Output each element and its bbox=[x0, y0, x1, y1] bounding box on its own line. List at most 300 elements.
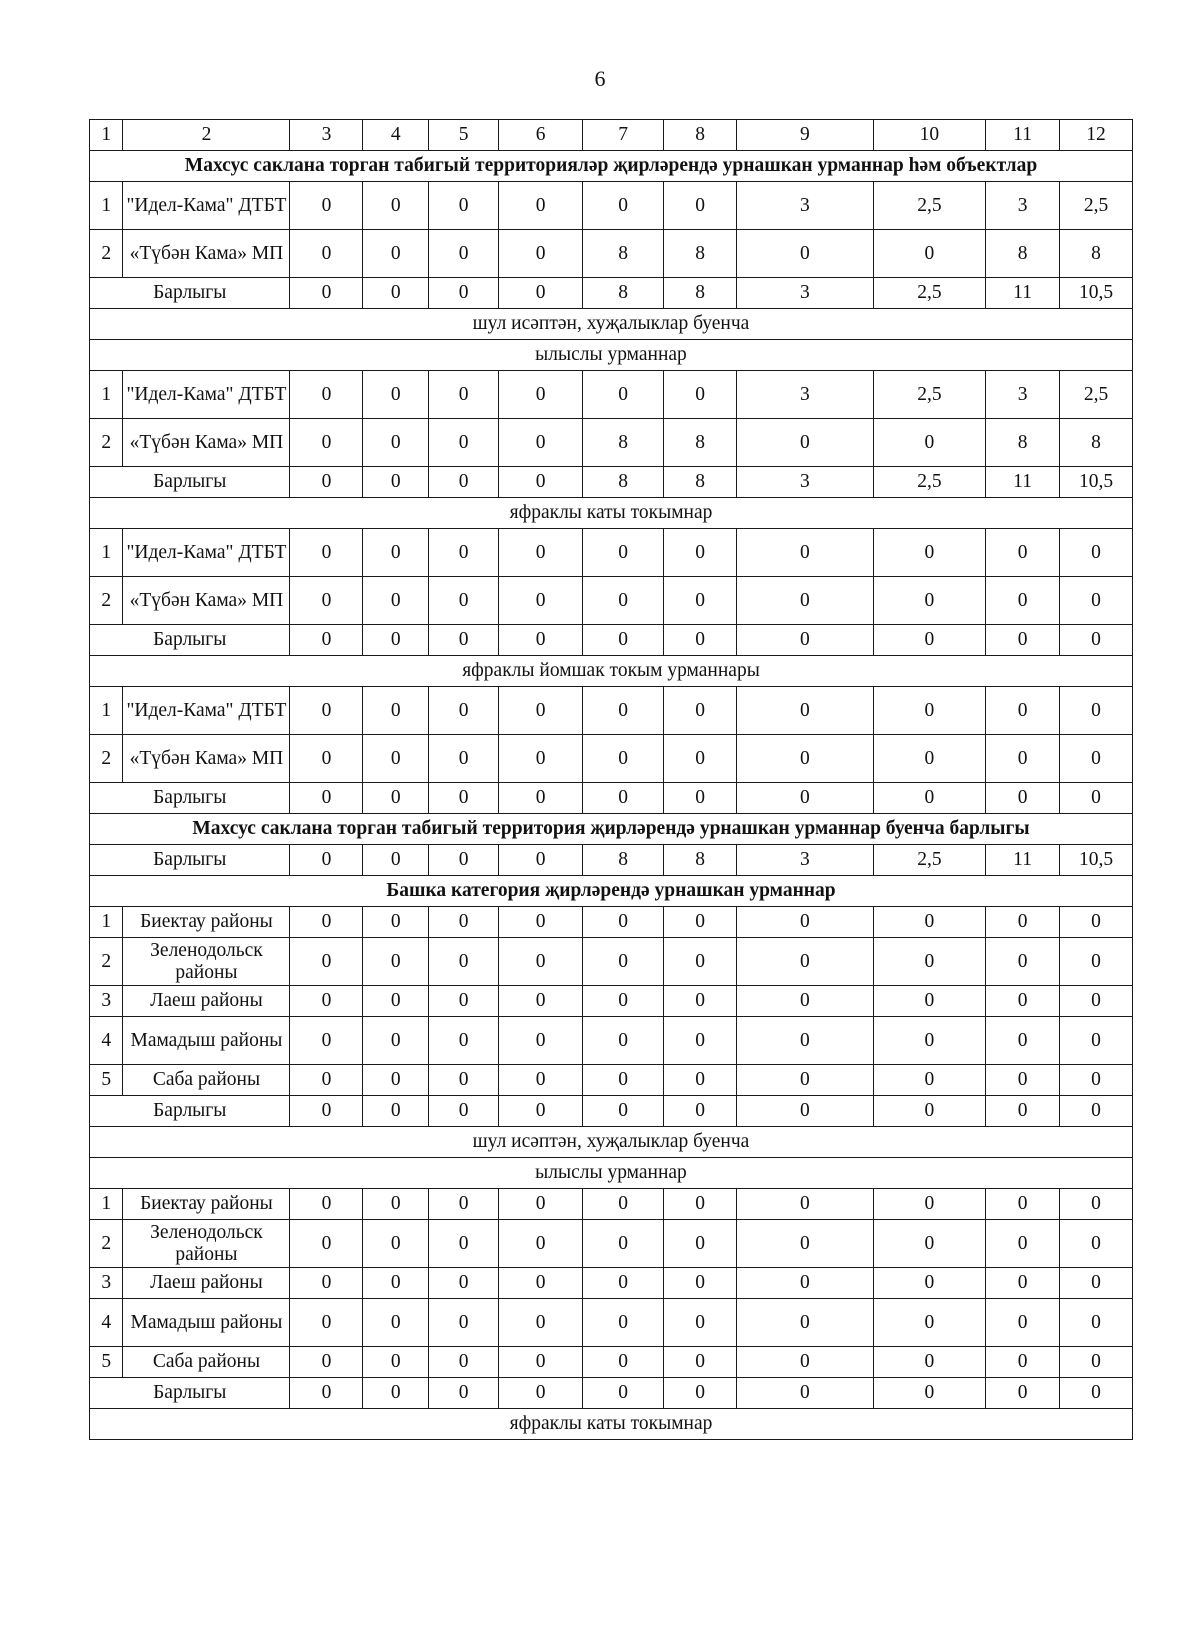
row-number: 4 bbox=[90, 1299, 123, 1347]
column-header: 12 bbox=[1060, 120, 1133, 151]
value-cell: 8 bbox=[986, 230, 1060, 278]
table-row bbox=[90, 1299, 1133, 1347]
value-cell: 0 bbox=[363, 577, 429, 625]
column-header: 2 bbox=[123, 120, 290, 151]
value-cell: 0 bbox=[363, 986, 429, 1017]
value-cell: 0 bbox=[583, 529, 664, 577]
value-cell: 0 bbox=[290, 1347, 363, 1378]
total-label: Барлыгы bbox=[90, 1378, 290, 1409]
value-cell: 0 bbox=[499, 182, 583, 230]
value-cell: 0 bbox=[986, 625, 1060, 656]
value-cell: 0 bbox=[290, 845, 363, 876]
total-label: Барлыгы bbox=[90, 1096, 290, 1127]
value-cell: 0 bbox=[986, 529, 1060, 577]
row-name: "Идел-Кама" ДТБТ bbox=[123, 182, 290, 230]
value-cell: 0 bbox=[429, 278, 499, 309]
value-cell: 0 bbox=[363, 278, 429, 309]
value-cell: 0 bbox=[363, 907, 429, 938]
value-cell: 0 bbox=[290, 938, 363, 986]
value-cell: 0 bbox=[290, 1096, 363, 1127]
value-cell: 0 bbox=[664, 371, 737, 419]
column-header: 10 bbox=[873, 120, 985, 151]
row-name: Саба районы bbox=[123, 1065, 290, 1096]
value-cell: 0 bbox=[583, 1220, 664, 1268]
row-name: Биектау районы bbox=[123, 907, 290, 938]
value-cell: 0 bbox=[290, 1378, 363, 1409]
value-cell: 0 bbox=[499, 1347, 583, 1378]
value-cell: 0 bbox=[499, 419, 583, 467]
column-header: 4 bbox=[363, 120, 429, 151]
value-cell: 0 bbox=[499, 278, 583, 309]
page-number: 6 bbox=[594, 66, 606, 91]
total-row bbox=[90, 783, 1133, 814]
value-cell: 0 bbox=[583, 577, 664, 625]
value-cell: 0 bbox=[986, 687, 1060, 735]
table-row bbox=[90, 1065, 1133, 1096]
value-cell: 8 bbox=[583, 278, 664, 309]
value-cell: 0 bbox=[290, 1299, 363, 1347]
value-cell: 0 bbox=[1060, 1347, 1133, 1378]
value-cell: 0 bbox=[583, 1347, 664, 1378]
value-cell: 0 bbox=[664, 735, 737, 783]
value-cell: 8 bbox=[583, 230, 664, 278]
value-cell: 0 bbox=[290, 687, 363, 735]
total-row bbox=[90, 1096, 1133, 1127]
row-number: 5 bbox=[90, 1065, 123, 1096]
value-cell: 0 bbox=[499, 1268, 583, 1299]
value-cell: 0 bbox=[737, 529, 874, 577]
value-cell: 0 bbox=[583, 1017, 664, 1065]
value-cell: 0 bbox=[873, 1268, 985, 1299]
value-cell: 0 bbox=[429, 1065, 499, 1096]
value-cell: 0 bbox=[499, 986, 583, 1017]
value-cell: 0 bbox=[290, 230, 363, 278]
value-cell: 0 bbox=[986, 1065, 1060, 1096]
value-cell: 0 bbox=[1060, 1065, 1133, 1096]
value-cell: 0 bbox=[986, 783, 1060, 814]
value-cell: 0 bbox=[363, 1268, 429, 1299]
value-cell: 0 bbox=[290, 986, 363, 1017]
value-cell: 2,5 bbox=[873, 182, 985, 230]
value-cell: 0 bbox=[873, 230, 985, 278]
value-cell: 0 bbox=[873, 529, 985, 577]
section-title: Башка категория җирләрендә урнашкан урманнар bbox=[90, 876, 1133, 907]
value-cell: 3 bbox=[737, 278, 874, 309]
value-cell: 3 bbox=[986, 182, 1060, 230]
value-cell: 8 bbox=[1060, 419, 1133, 467]
value-cell: 0 bbox=[737, 1096, 874, 1127]
value-cell: 0 bbox=[583, 182, 664, 230]
total-row bbox=[90, 1378, 1133, 1409]
value-cell: 0 bbox=[499, 1299, 583, 1347]
value-cell: 0 bbox=[290, 783, 363, 814]
value-cell: 0 bbox=[583, 1096, 664, 1127]
section-header-row bbox=[90, 1158, 1133, 1189]
value-cell: 8 bbox=[664, 419, 737, 467]
value-cell: 0 bbox=[499, 371, 583, 419]
row-number: 2 bbox=[90, 230, 123, 278]
row-name: Саба районы bbox=[123, 1347, 290, 1378]
value-cell: 0 bbox=[429, 625, 499, 656]
value-cell: 3 bbox=[737, 182, 874, 230]
column-number-row bbox=[90, 120, 1133, 151]
section-title: Махсус саклана торган табигый территория җирләрендә урнашкан урманнар буенча барлыгы bbox=[90, 814, 1133, 845]
value-cell: 0 bbox=[499, 577, 583, 625]
total-label: Барлыгы bbox=[90, 625, 290, 656]
value-cell: 0 bbox=[986, 1096, 1060, 1127]
value-cell: 0 bbox=[363, 735, 429, 783]
value-cell: 0 bbox=[583, 1065, 664, 1096]
value-cell: 0 bbox=[363, 1189, 429, 1220]
value-cell: 0 bbox=[737, 1299, 874, 1347]
value-cell: 0 bbox=[290, 577, 363, 625]
forest-data-table bbox=[89, 119, 1133, 1440]
value-cell: 0 bbox=[986, 1017, 1060, 1065]
value-cell: 0 bbox=[664, 1017, 737, 1065]
section-header-row bbox=[90, 1127, 1133, 1158]
value-cell: 0 bbox=[1060, 577, 1133, 625]
value-cell: 0 bbox=[1060, 1017, 1133, 1065]
value-cell: 8 bbox=[583, 845, 664, 876]
value-cell: 0 bbox=[429, 371, 499, 419]
row-name: Лаеш районы bbox=[123, 1268, 290, 1299]
section-header-row bbox=[90, 1409, 1133, 1440]
value-cell: 0 bbox=[1060, 938, 1133, 986]
value-cell: 0 bbox=[290, 907, 363, 938]
value-cell: 0 bbox=[1060, 907, 1133, 938]
value-cell: 0 bbox=[986, 1347, 1060, 1378]
value-cell: 0 bbox=[499, 529, 583, 577]
section-header-row bbox=[90, 656, 1133, 687]
row-number: 1 bbox=[90, 529, 123, 577]
value-cell: 0 bbox=[737, 735, 874, 783]
value-cell: 0 bbox=[1060, 1268, 1133, 1299]
value-cell: 0 bbox=[429, 1268, 499, 1299]
row-name: «Түбән Кама» МП bbox=[123, 230, 290, 278]
value-cell: 0 bbox=[363, 783, 429, 814]
value-cell: 0 bbox=[737, 1065, 874, 1096]
section-title: шул исәптән, хуҗалыклар буенча bbox=[90, 309, 1133, 340]
value-cell: 0 bbox=[363, 1220, 429, 1268]
value-cell: 0 bbox=[664, 1065, 737, 1096]
value-cell: 0 bbox=[290, 1065, 363, 1096]
section-header-row bbox=[90, 309, 1133, 340]
value-cell: 0 bbox=[583, 1268, 664, 1299]
value-cell: 0 bbox=[583, 938, 664, 986]
value-cell: 0 bbox=[583, 735, 664, 783]
value-cell: 0 bbox=[1060, 1299, 1133, 1347]
row-name: "Идел-Кама" ДТБТ bbox=[123, 529, 290, 577]
value-cell: 0 bbox=[873, 1220, 985, 1268]
column-header: 9 bbox=[737, 120, 874, 151]
value-cell: 0 bbox=[986, 1299, 1060, 1347]
value-cell: 0 bbox=[499, 1065, 583, 1096]
section-header-row bbox=[90, 151, 1133, 182]
value-cell: 0 bbox=[873, 1378, 985, 1409]
value-cell: 0 bbox=[499, 1378, 583, 1409]
value-cell: 0 bbox=[737, 1268, 874, 1299]
column-header: 1 bbox=[90, 120, 123, 151]
value-cell: 0 bbox=[499, 625, 583, 656]
value-cell: 0 bbox=[737, 1017, 874, 1065]
value-cell: 0 bbox=[429, 529, 499, 577]
value-cell: 0 bbox=[363, 230, 429, 278]
value-cell: 10,5 bbox=[1060, 278, 1133, 309]
row-name: «Түбән Кама» МП bbox=[123, 577, 290, 625]
value-cell: 0 bbox=[290, 735, 363, 783]
value-cell: 0 bbox=[986, 907, 1060, 938]
row-name: «Түбән Кама» МП bbox=[123, 735, 290, 783]
value-cell: 0 bbox=[873, 1299, 985, 1347]
total-label: Барлыгы bbox=[90, 845, 290, 876]
value-cell: 2,5 bbox=[873, 845, 985, 876]
value-cell: 0 bbox=[363, 1065, 429, 1096]
value-cell: 0 bbox=[664, 182, 737, 230]
row-number: 1 bbox=[90, 907, 123, 938]
value-cell: 0 bbox=[290, 182, 363, 230]
value-cell: 8 bbox=[583, 467, 664, 498]
value-cell: 0 bbox=[664, 986, 737, 1017]
value-cell: 0 bbox=[873, 907, 985, 938]
row-name: Зеленодольск районы bbox=[123, 938, 290, 986]
column-header: 5 bbox=[429, 120, 499, 151]
value-cell: 0 bbox=[499, 230, 583, 278]
value-cell: 0 bbox=[583, 907, 664, 938]
value-cell: 0 bbox=[583, 687, 664, 735]
value-cell: 0 bbox=[290, 371, 363, 419]
value-cell: 0 bbox=[429, 687, 499, 735]
value-cell: 10,5 bbox=[1060, 467, 1133, 498]
value-cell: 0 bbox=[499, 467, 583, 498]
table-body bbox=[90, 120, 1133, 1440]
row-number: 2 bbox=[90, 419, 123, 467]
value-cell: 0 bbox=[363, 625, 429, 656]
value-cell: 0 bbox=[363, 938, 429, 986]
value-cell: 0 bbox=[499, 1189, 583, 1220]
value-cell: 0 bbox=[986, 938, 1060, 986]
value-cell: 8 bbox=[664, 467, 737, 498]
value-cell: 0 bbox=[429, 1220, 499, 1268]
value-cell: 0 bbox=[873, 419, 985, 467]
row-name: Мамадыш районы bbox=[123, 1299, 290, 1347]
total-label: Барлыгы bbox=[90, 783, 290, 814]
row-name: "Идел-Кама" ДТБТ bbox=[123, 687, 290, 735]
value-cell: 0 bbox=[664, 1378, 737, 1409]
value-cell: 0 bbox=[737, 577, 874, 625]
value-cell: 0 bbox=[429, 735, 499, 783]
value-cell: 0 bbox=[873, 1347, 985, 1378]
table-row bbox=[90, 182, 1133, 230]
value-cell: 3 bbox=[986, 371, 1060, 419]
value-cell: 0 bbox=[737, 986, 874, 1017]
value-cell: 0 bbox=[429, 467, 499, 498]
value-cell: 0 bbox=[499, 1220, 583, 1268]
value-cell: 0 bbox=[664, 577, 737, 625]
row-number: 5 bbox=[90, 1347, 123, 1378]
value-cell: 0 bbox=[1060, 1096, 1133, 1127]
value-cell: 0 bbox=[1060, 687, 1133, 735]
value-cell: 11 bbox=[986, 278, 1060, 309]
value-cell: 0 bbox=[986, 735, 1060, 783]
section-title: ылыслы урманнар bbox=[90, 340, 1133, 371]
table-row bbox=[90, 1189, 1133, 1220]
column-header: 11 bbox=[986, 120, 1060, 151]
row-name: «Түбән Кама» МП bbox=[123, 419, 290, 467]
value-cell: 0 bbox=[429, 1378, 499, 1409]
value-cell: 0 bbox=[986, 577, 1060, 625]
table-row bbox=[90, 986, 1133, 1017]
section-title: яфраклы каты токымнар bbox=[90, 498, 1133, 529]
value-cell: 8 bbox=[664, 845, 737, 876]
value-cell: 0 bbox=[429, 182, 499, 230]
value-cell: 2,5 bbox=[873, 467, 985, 498]
value-cell: 0 bbox=[873, 1096, 985, 1127]
table-row bbox=[90, 938, 1133, 986]
row-number: 2 bbox=[90, 938, 123, 986]
row-name: "Идел-Кама" ДТБТ bbox=[123, 371, 290, 419]
value-cell: 0 bbox=[583, 986, 664, 1017]
value-cell: 0 bbox=[499, 735, 583, 783]
value-cell: 0 bbox=[737, 625, 874, 656]
value-cell: 0 bbox=[499, 1017, 583, 1065]
value-cell: 0 bbox=[363, 467, 429, 498]
section-title: яфраклы каты токымнар bbox=[90, 1409, 1133, 1440]
table-row bbox=[90, 419, 1133, 467]
value-cell: 2,5 bbox=[873, 371, 985, 419]
section-title: ылыслы урманнар bbox=[90, 1158, 1133, 1189]
value-cell: 0 bbox=[737, 687, 874, 735]
value-cell: 0 bbox=[363, 1017, 429, 1065]
value-cell: 0 bbox=[429, 230, 499, 278]
value-cell: 0 bbox=[363, 419, 429, 467]
value-cell: 0 bbox=[583, 371, 664, 419]
column-header: 7 bbox=[583, 120, 664, 151]
value-cell: 0 bbox=[290, 278, 363, 309]
value-cell: 0 bbox=[664, 1220, 737, 1268]
row-name: Биектау районы bbox=[123, 1189, 290, 1220]
section-header-row bbox=[90, 340, 1133, 371]
value-cell: 0 bbox=[664, 687, 737, 735]
value-cell: 0 bbox=[429, 783, 499, 814]
value-cell: 0 bbox=[664, 1299, 737, 1347]
value-cell: 0 bbox=[873, 938, 985, 986]
value-cell: 0 bbox=[583, 1299, 664, 1347]
row-number: 1 bbox=[90, 182, 123, 230]
value-cell: 0 bbox=[664, 1268, 737, 1299]
value-cell: 0 bbox=[737, 1220, 874, 1268]
value-cell: 0 bbox=[664, 625, 737, 656]
value-cell: 2,5 bbox=[873, 278, 985, 309]
row-name: Лаеш районы bbox=[123, 986, 290, 1017]
row-number: 2 bbox=[90, 735, 123, 783]
value-cell: 0 bbox=[1060, 735, 1133, 783]
row-number: 3 bbox=[90, 986, 123, 1017]
row-name: Мамадыш районы bbox=[123, 1017, 290, 1065]
section-header-row bbox=[90, 814, 1133, 845]
value-cell: 0 bbox=[737, 783, 874, 814]
value-cell: 0 bbox=[499, 938, 583, 986]
table-row bbox=[90, 735, 1133, 783]
value-cell: 0 bbox=[873, 1065, 985, 1096]
table-row bbox=[90, 907, 1133, 938]
value-cell: 8 bbox=[664, 230, 737, 278]
value-cell: 0 bbox=[664, 529, 737, 577]
table-row bbox=[90, 529, 1133, 577]
value-cell: 0 bbox=[363, 1096, 429, 1127]
value-cell: 8 bbox=[986, 419, 1060, 467]
row-number: 2 bbox=[90, 1220, 123, 1268]
value-cell: 0 bbox=[363, 371, 429, 419]
row-name: Зеленодольск районы bbox=[123, 1220, 290, 1268]
value-cell: 0 bbox=[873, 1017, 985, 1065]
value-cell: 0 bbox=[986, 1189, 1060, 1220]
value-cell: 0 bbox=[664, 907, 737, 938]
value-cell: 0 bbox=[583, 1378, 664, 1409]
table-row bbox=[90, 1347, 1133, 1378]
value-cell: 0 bbox=[429, 907, 499, 938]
value-cell: 0 bbox=[499, 1096, 583, 1127]
value-cell: 0 bbox=[583, 625, 664, 656]
value-cell: 0 bbox=[873, 1189, 985, 1220]
value-cell: 10,5 bbox=[1060, 845, 1133, 876]
value-cell: 0 bbox=[737, 1347, 874, 1378]
value-cell: 0 bbox=[290, 1220, 363, 1268]
value-cell: 0 bbox=[737, 907, 874, 938]
value-cell: 0 bbox=[363, 845, 429, 876]
value-cell: 3 bbox=[737, 845, 874, 876]
value-cell: 8 bbox=[583, 419, 664, 467]
value-cell: 0 bbox=[737, 1189, 874, 1220]
value-cell: 0 bbox=[1060, 625, 1133, 656]
value-cell: 0 bbox=[873, 687, 985, 735]
value-cell: 0 bbox=[429, 845, 499, 876]
value-cell: 0 bbox=[986, 1268, 1060, 1299]
table-row bbox=[90, 577, 1133, 625]
value-cell: 0 bbox=[429, 1347, 499, 1378]
column-header: 6 bbox=[499, 120, 583, 151]
column-header: 8 bbox=[664, 120, 737, 151]
value-cell: 3 bbox=[737, 371, 874, 419]
value-cell: 11 bbox=[986, 845, 1060, 876]
value-cell: 0 bbox=[363, 687, 429, 735]
value-cell: 0 bbox=[873, 735, 985, 783]
value-cell: 0 bbox=[499, 907, 583, 938]
value-cell: 0 bbox=[429, 1096, 499, 1127]
value-cell: 0 bbox=[737, 230, 874, 278]
value-cell: 0 bbox=[363, 529, 429, 577]
value-cell: 0 bbox=[1060, 1220, 1133, 1268]
value-cell: 0 bbox=[363, 1299, 429, 1347]
value-cell: 0 bbox=[1060, 529, 1133, 577]
row-number: 1 bbox=[90, 687, 123, 735]
value-cell: 0 bbox=[363, 1378, 429, 1409]
table-row bbox=[90, 1017, 1133, 1065]
value-cell: 0 bbox=[290, 625, 363, 656]
value-cell: 0 bbox=[290, 529, 363, 577]
total-row bbox=[90, 278, 1133, 309]
value-cell: 0 bbox=[363, 1347, 429, 1378]
value-cell: 0 bbox=[290, 419, 363, 467]
value-cell: 0 bbox=[664, 1189, 737, 1220]
value-cell: 0 bbox=[583, 1189, 664, 1220]
table-row bbox=[90, 371, 1133, 419]
value-cell: 0 bbox=[873, 625, 985, 656]
total-row bbox=[90, 467, 1133, 498]
value-cell: 2,5 bbox=[1060, 182, 1133, 230]
total-label: Барлыгы bbox=[90, 278, 290, 309]
value-cell: 0 bbox=[429, 1189, 499, 1220]
value-cell: 0 bbox=[664, 1347, 737, 1378]
